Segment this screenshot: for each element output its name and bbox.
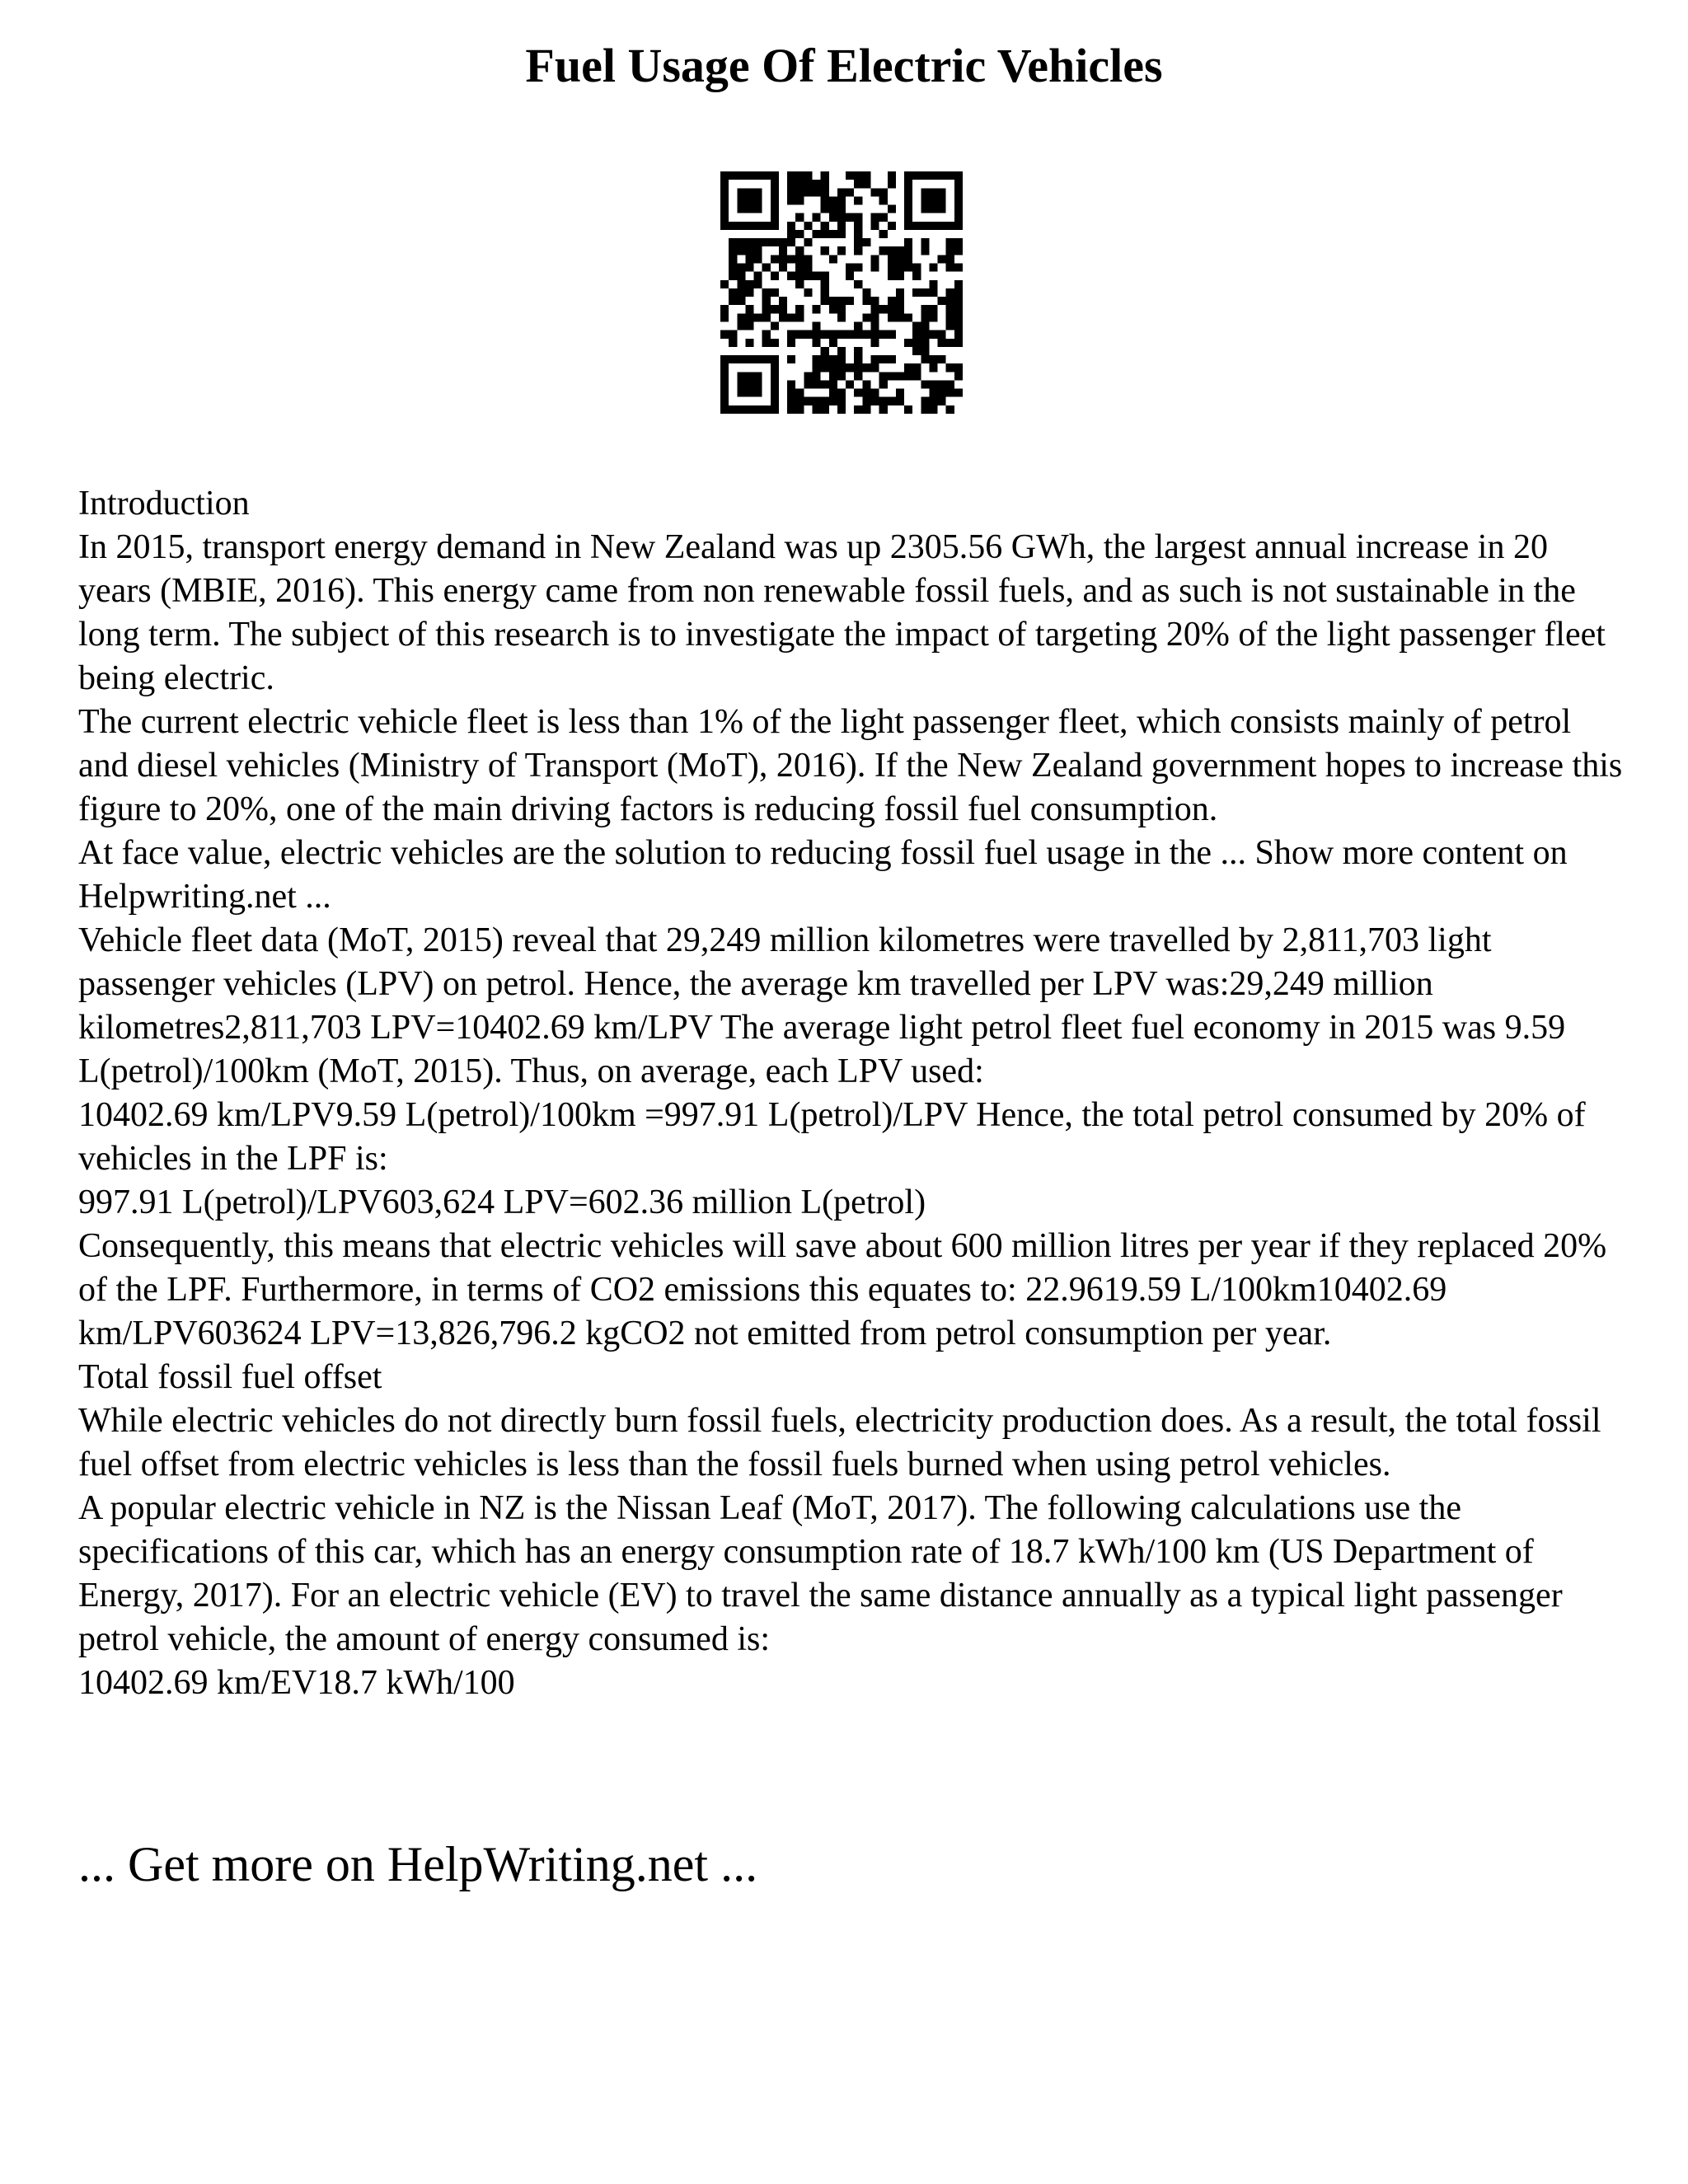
- paragraph: The current electric vehicle fleet is less than 1% of the light passenger fleet, which consists mainly of petrol and diesel vehicles (Ministry of Transport (MoT), 2016). If the New Zealand government hopes to increase this figure to 20%, one of the main driving factors is reducing fossil fuel consumption.: [78, 703, 1623, 828]
- paragraph: 10402.69 km/EV18.7 kWh/100: [78, 1664, 515, 1702]
- paragraph: In 2015, transport energy demand in New Zealand was up 2305.56 GWh, the largest annual increase in 20 years (MBIE, 2016). This energy came from non renewable fossil fuels, and as such is not sustainable in the long term. The subject of this research is to investigate the impact of targeting 20% of the light passenger fleet being electric.: [78, 528, 1606, 697]
- paragraph: While electric vehicles do not directly burn fossil fuels, electricity production does. As a result, the total fossil fuel offset from electric vehicles is less than the fossil fuels burned when using petrol vehicles.: [78, 1402, 1601, 1483]
- paragraph: Consequently, this means that electric vehicles will save about 600 million litres per year if they replaced 20% of the LPF. Furthermore, in terms of CO2 emissions this equates to: 22.9619.59 L/100km10402.69 km/LPV603624 LPV=13,826,796.2 kgCO2 not emitted from petrol consumption per year.: [78, 1227, 1607, 1352]
- paragraph: Vehicle fleet data (MoT, 2015) reveal that 29,249 million kilometres were travelled by 2,811,703 light passenger vehicles (LPV) on petrol. Hence, the average km travelled per LPV was:29,249 million kilometres2,811,703 LPV=10402.69 km/LPV The average light petrol fleet fuel economy in 2015 was 9.59 L(petrol)/100km (MoT, 2015). Thus, on average, each LPV used:: [78, 921, 1566, 1090]
- paragraph: At face value, electric vehicles are the solution to reducing fossil fuel usage in the ... Show more content on Helpwriting.net ...: [78, 834, 1568, 916]
- article-body: [78, 482, 1628, 1705]
- qr-code-icon: [720, 171, 963, 414]
- paragraph: 997.91 L(petrol)/LPV603,624 LPV=602.36 million L(petrol): [78, 1183, 926, 1221]
- paragraph: A popular electric vehicle in NZ is the Nissan Leaf (MoT, 2017). The following calculations use the specifications of this car, which has an energy consumption rate of 18.7 kWh/100 km (US Department of Energy, 2017). For an electric vehicle (EV) to travel the same distance annually as a typical light passenger petrol vehicle, the amount of energy consumed is:: [78, 1489, 1563, 1658]
- section-heading-introduction: Introduction: [78, 485, 250, 523]
- page-title: Fuel Usage Of Electric Vehicles: [525, 39, 1163, 92]
- paragraph: 10402.69 km/LPV9.59 L(petrol)/100km =997.91 L(petrol)/LPV Hence, the total petrol consumed by 20% of vehicles in the LPF is:: [78, 1096, 1586, 1178]
- section-heading-total-fossil-fuel-offset: Total fossil fuel offset: [78, 1358, 382, 1396]
- get-more-link[interactable]: ... Get more on HelpWriting.net ...: [78, 1837, 758, 1891]
